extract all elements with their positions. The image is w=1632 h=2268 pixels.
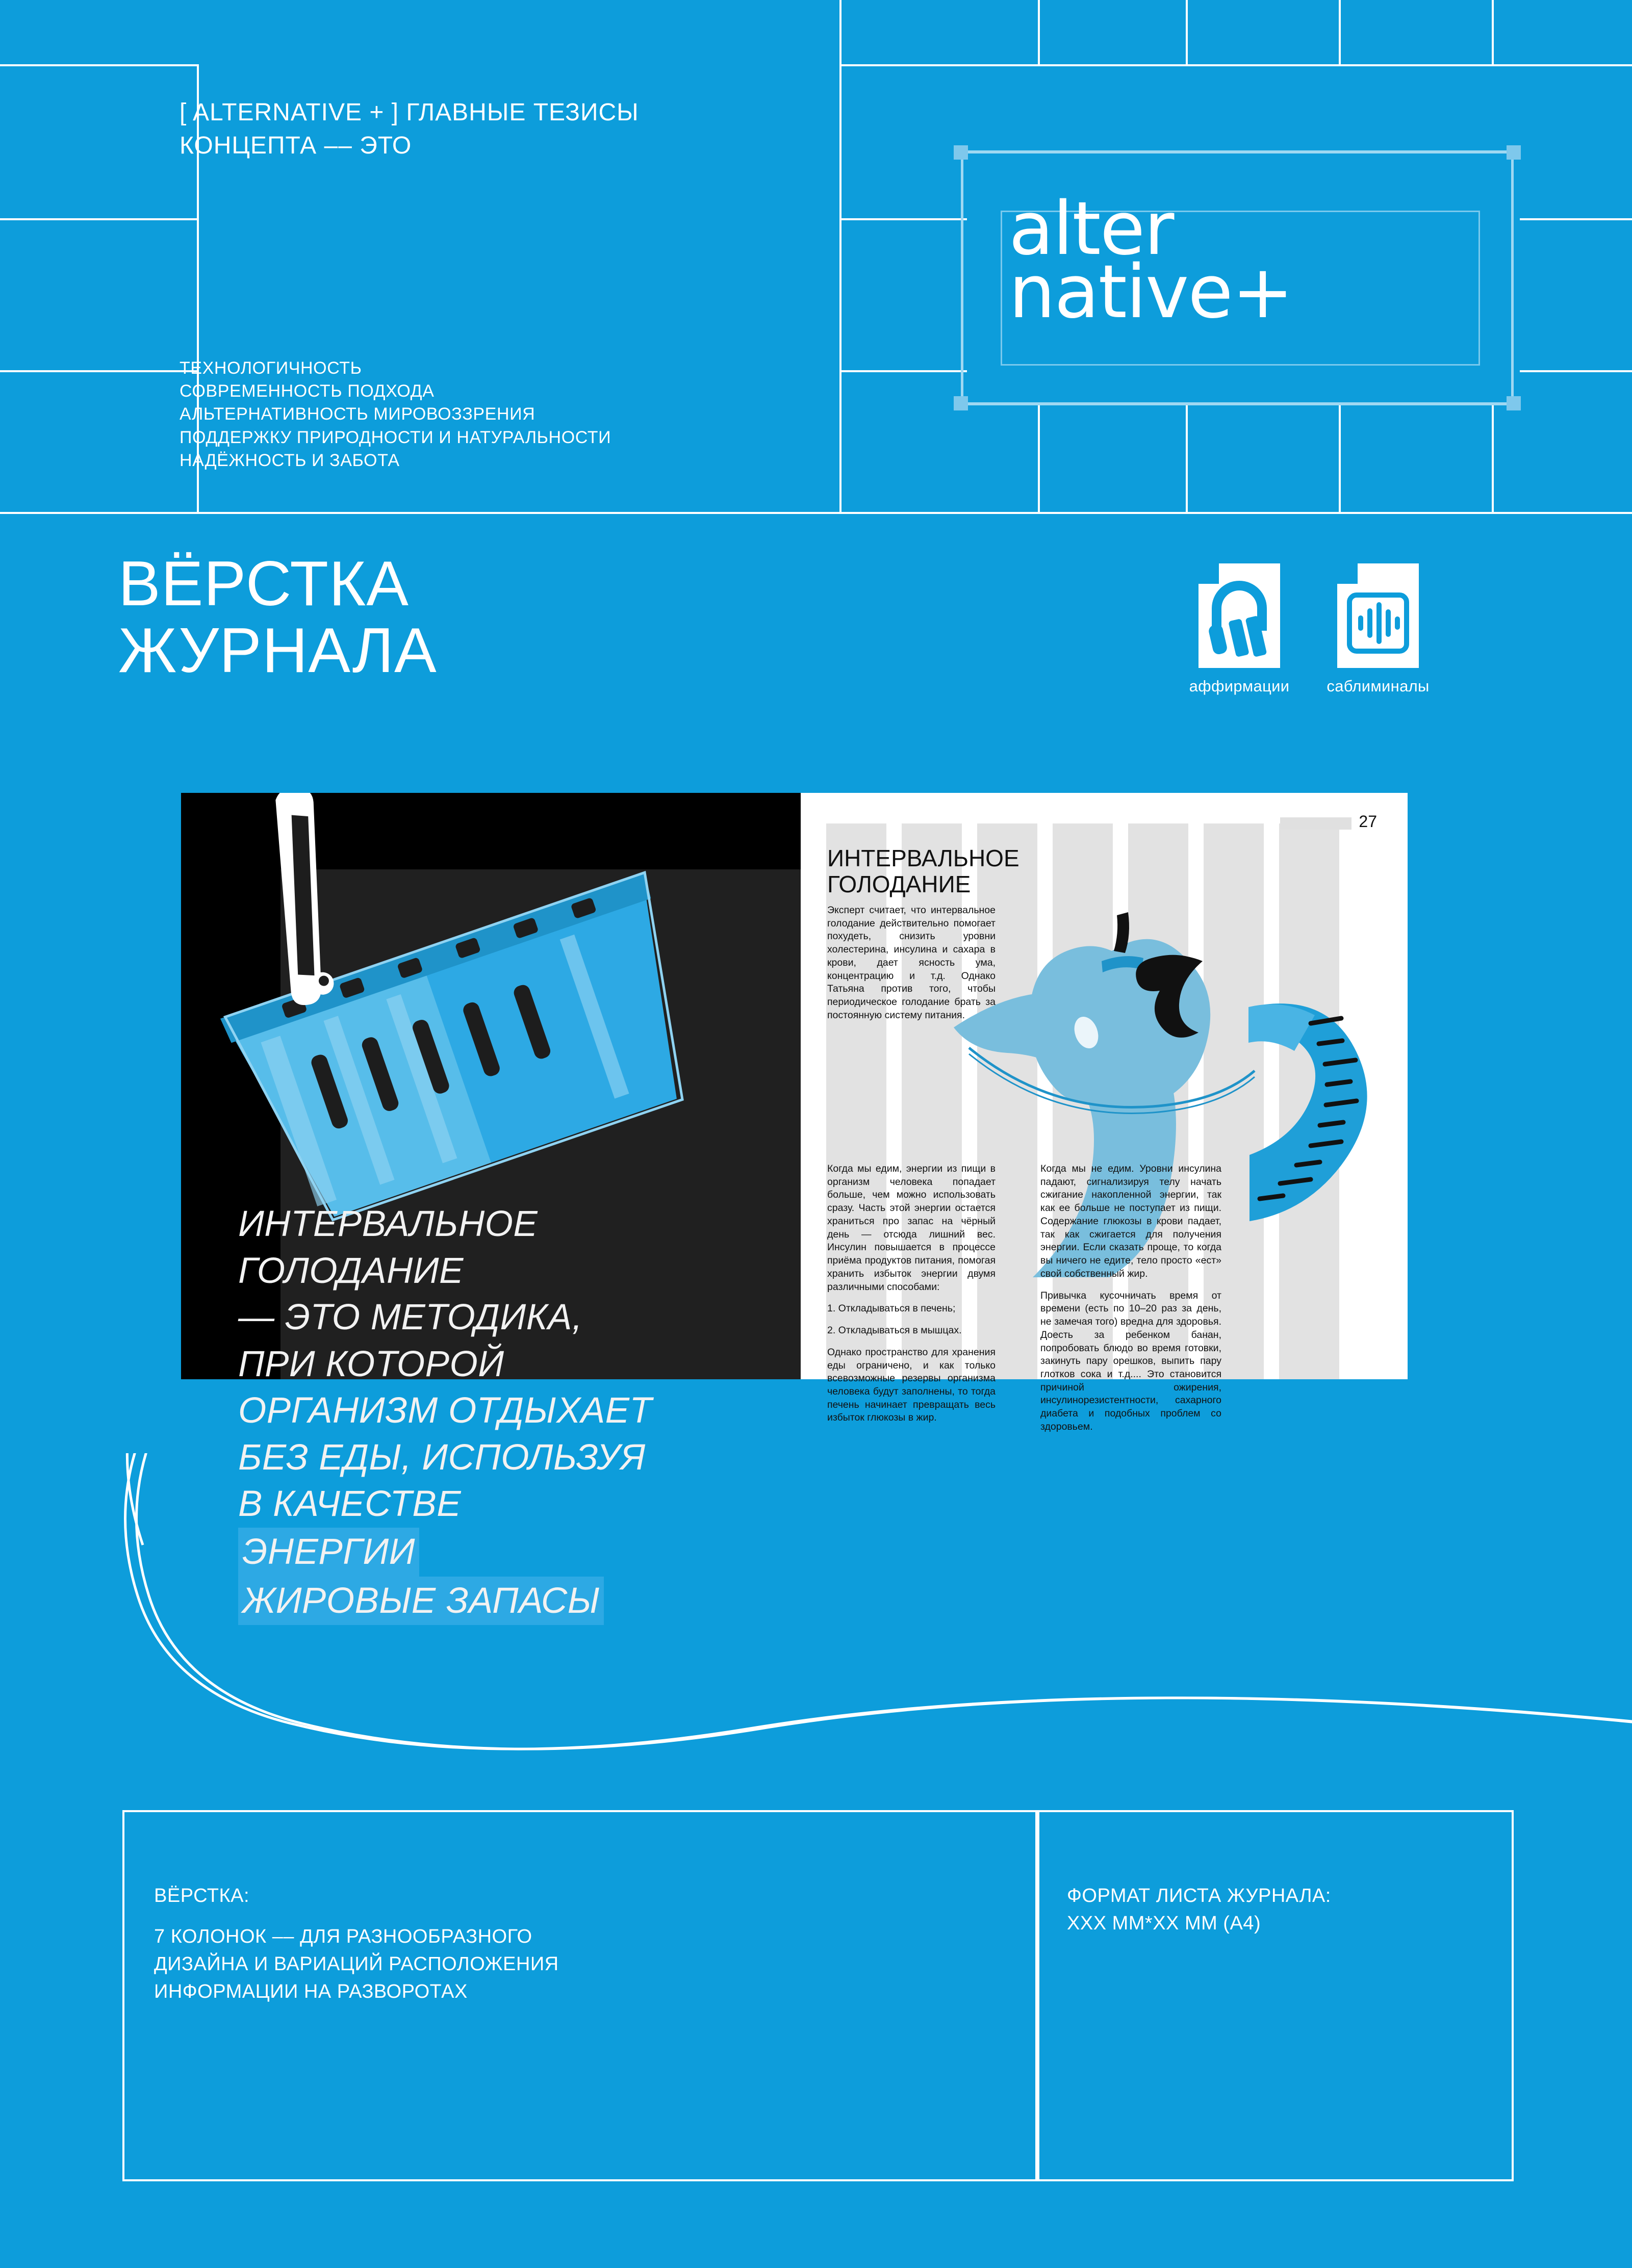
- magazine-spread-preview[interactable]: [181, 793, 1408, 1621]
- thesis-item-3: ПОДДЕРЖКУ ПРИРОДНОСТИ И НАТУРАЛЬНОСТИ: [180, 427, 611, 447]
- headline-line-5: БЕЗ ЕДЫ, ИСПОЛЬЗУЯ: [238, 1437, 646, 1478]
- format-info-heading: ФОРМАТ ЛИСТА ЖУРНАЛА:: [1067, 1885, 1331, 1906]
- right-page-column-right: [1040, 1163, 1221, 1434]
- right-page-column-left: [827, 1163, 996, 1425]
- grid-line-v: [1038, 0, 1040, 65]
- logo-selection-frame[interactable]: [954, 150, 1521, 405]
- selection-handle-top-right[interactable]: [1507, 145, 1521, 160]
- selection-handle-bottom-left[interactable]: [954, 396, 968, 410]
- right-page-title-line2: ГОЛОДАНИЕ: [827, 870, 971, 897]
- brand-logo: [1009, 186, 1293, 334]
- grid-line-h: [839, 64, 1632, 66]
- grid-baseline: [0, 512, 1632, 514]
- header-title-line2: КОНЦЕПТА –– ЭТО: [180, 132, 412, 160]
- body-paragraph: Когда мы едим, энергии из пищи в организм человека попадает больше, чем можно использовать сразу. Часть этой энергии остается храниться про запас на чёрный день — отсюда лишний вес. Инсулин повышается в процессе приёма продуктов питания, помогая хранить избыток энергии двумя различными способами:: [827, 1163, 996, 1293]
- logo-line-1: alter: [1009, 186, 1174, 271]
- format-info-text: [1067, 1883, 1503, 1938]
- concept-thesis-list: [180, 357, 781, 472]
- selection-edge-bottom: [961, 402, 1514, 405]
- feature-label: саблиминалы: [1327, 677, 1430, 695]
- grid-line-h: [0, 64, 199, 66]
- format-info-line-0: ХХХ ММ*ХХ ММ (А4): [1067, 1912, 1261, 1934]
- feature-icon-group: [1183, 563, 1434, 695]
- grid-line-h: [839, 370, 967, 372]
- grid-line-v: [1186, 0, 1188, 65]
- headline-line-1: ГОЛОДАНИЕ: [238, 1250, 464, 1291]
- layout-info-line-1: ДИЗАЙНА И ВАРИАЦИЙ РАСПОЛОЖЕНИЯ: [154, 1953, 559, 1975]
- feature-affirmations[interactable]: [1183, 563, 1295, 695]
- grid-line-h: [1520, 370, 1632, 372]
- layout-info-heading: ВЁРСТКА:: [154, 1885, 250, 1906]
- headline-highlight-fat: ЖИРОВЫЕ ЗАПАСЫ: [238, 1577, 604, 1626]
- headline-line-3: ПРИ КОТОРОЙ: [238, 1344, 504, 1384]
- feature-subliminals[interactable]: [1322, 563, 1434, 695]
- body-paragraph: Привычка кусочничать время от времени (есть по 10–20 раз за день, не замечая того) вредна для здоровья. Доесть за ребенком банан, попробовать блюдо во время готовки, закинуть пару орешков, выпить пару глотков сока и т.д.... Это становится причиной ожирения, инсулинорезистентности, сахарного диабета и подобных проблем со здоровьем.: [1040, 1290, 1221, 1432]
- grid-line-v: [839, 0, 842, 514]
- grid-line-v: [1492, 0, 1494, 65]
- layout-info-line-2: ИНФОРМАЦИИ НА РАЗВОРОТАХ: [154, 1980, 468, 2002]
- thesis-item-4: НАДЁЖНОСТЬ И ЗАБОТА: [180, 450, 400, 470]
- headphones-document-icon: [1198, 563, 1280, 668]
- selection-handle-top-left[interactable]: [954, 145, 968, 160]
- grid-line-v: [1186, 405, 1188, 513]
- feature-label: аффирмации: [1189, 677, 1290, 695]
- header-title-line1: [ ALTERNATIVE + ] ГЛАВНЫЕ ТЕЗИСЫ: [180, 99, 639, 126]
- selection-handle-bottom-right[interactable]: [1507, 396, 1521, 410]
- selection-edge-right: [1511, 150, 1514, 405]
- grid-line-v: [1339, 405, 1341, 513]
- grid-line-h: [1520, 218, 1632, 220]
- section-title-line2: ЖУРНАЛА: [118, 615, 437, 686]
- right-page-title: [827, 845, 1047, 897]
- page-number: 27: [1359, 812, 1377, 831]
- headline-line-7: [238, 1577, 794, 1626]
- grid-line-v: [1339, 0, 1341, 65]
- headline-highlight-energy: ЭНЕРГИИ: [238, 1528, 419, 1577]
- headline-line-4: ОРГАНИЗМ ОТДЫХАЕТ: [238, 1390, 652, 1431]
- format-info-box: [1035, 1810, 1514, 2181]
- list-item: 1. Откладываться в печень;: [827, 1303, 956, 1315]
- right-page-title-line1: ИНТЕРВАЛЬНОЕ: [827, 845, 1019, 871]
- thesis-item-2: АЛЬТЕРНАТИВНОСТЬ МИРОВОЗЗРЕНИЯ: [180, 404, 536, 424]
- thesis-item-1: СОВРЕМЕННОСТЬ ПОДХОДА: [180, 381, 435, 401]
- body-paragraph: Однако пространство для хранения еды ограничено, и как только всевозможные резервы организма человека будут заполнены, то тогда печень начинает превращать весь избыток глюкозы в жир.: [827, 1346, 996, 1424]
- selection-edge-left: [961, 150, 963, 405]
- spread-right-page: [801, 793, 1408, 1432]
- header-title: [180, 96, 781, 163]
- shopping-basket-illustration: [181, 793, 801, 1231]
- list-item: 2. Откладываться в мышцах.: [827, 1325, 962, 1336]
- layout-info-line-0: 7 КОЛОНОК –– ДЛЯ РАЗНООБРАЗНОГО: [154, 1925, 532, 1947]
- headline-line-0: ИНТЕРВАЛЬНОЕ: [238, 1204, 538, 1244]
- headline-line-6: [238, 1481, 794, 1576]
- section-title-line1: ВЁРСТКА: [118, 549, 409, 619]
- thesis-item-0: ТЕХНОЛОГИЧНОСТЬ: [180, 358, 362, 378]
- left-page-headline: [238, 1201, 794, 1625]
- grid-line-h: [839, 218, 967, 220]
- logo-line-2: native+: [1009, 248, 1293, 334]
- selection-edge-top: [961, 150, 1514, 153]
- grid-line-v: [1492, 405, 1494, 513]
- waveform-document-icon: [1337, 563, 1419, 668]
- spread-left-page: [181, 793, 801, 1621]
- section-title: [118, 551, 437, 685]
- grid-line-h: [0, 370, 199, 372]
- grid-line-v: [1038, 405, 1040, 513]
- grid-line-h: [0, 218, 199, 220]
- headline-line-2: — ЭТО МЕТОДИКА,: [238, 1297, 583, 1338]
- headline-plain: В КАЧЕСТВЕ: [238, 1484, 462, 1525]
- right-page-intro: Эксперт считает, что интервальное голодание действительно помогает похудеть, снизить уровни холестерина, инсулина и сахара в крови, дает ясность ума, концентрацию и т.д. Однако Татьяна против того, чтобы периодическое голодание брать за постоянную систему питания.: [827, 905, 996, 1021]
- layout-info-text: [154, 1883, 994, 2006]
- layout-info-box: [122, 1810, 1039, 2181]
- body-paragraph: Когда мы не едим. Уровни инсулина падают, сигнализируя телу начать сжигание накопленной энергии, так как ее больше не поступает из пищи. Содержание глюкозы в крови падает, так как сжигается для получения энергии. Если сказать проще, то когда вы ничего не едите, тело просто «ест» свой собственный жир.: [1040, 1163, 1221, 1279]
